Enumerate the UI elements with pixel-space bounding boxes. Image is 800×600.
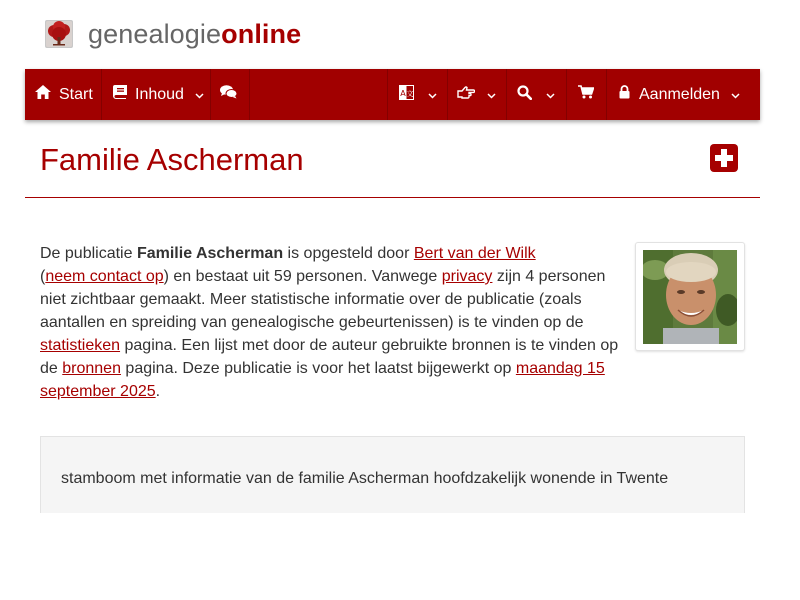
- statistics-link[interactable]: statistieken: [40, 337, 121, 354]
- intro-text: pagina. Deze publicatie is voor het laatst bijgewerkt op: [120, 360, 516, 377]
- svg-text:文: 文: [406, 89, 414, 98]
- bottom-fade: [0, 513, 800, 600]
- publication-description: stamboom met informatie van de familie Ascherman hoofdzakelijk wonende in Twente: [61, 470, 669, 487]
- privacy-link[interactable]: privacy: [441, 268, 493, 285]
- shopping-cart-icon: [578, 85, 594, 104]
- chevron-down-icon: [428, 86, 437, 104]
- expand-plus-button[interactable]: [710, 144, 738, 172]
- nav-login[interactable]: [619, 69, 740, 120]
- nav-comments[interactable]: [220, 69, 237, 120]
- author-link[interactable]: Bert van der Wilk: [413, 245, 536, 262]
- intro-text: .: [155, 383, 161, 400]
- svg-text:A: A: [400, 88, 406, 98]
- intro-text: pagina. Een lijst met door de auteur gebruikte bronnen is te vinden op de: [40, 337, 619, 377]
- book-icon: [112, 85, 127, 104]
- intro-text: zijn 4 personen niet zichtbaar gemaakt. Meer statistische informatie over de publicatie (zoals aantallen en spreiding van genealogische gebeurtenissen) is te vinden op de: [40, 268, 606, 331]
- home-icon: [35, 85, 51, 104]
- author-photo-frame[interactable]: [635, 242, 745, 351]
- page-title: Familie Ascherman: [40, 142, 304, 177]
- intro-text: ) en bestaat uit 59 personen. Vanwege: [163, 268, 442, 285]
- nav-start-label: Start: [59, 85, 93, 103]
- chevron-down-icon: [487, 86, 496, 104]
- tree-icon: [45, 20, 73, 48]
- main-navbar: [25, 69, 760, 120]
- page-header: [25, 128, 760, 198]
- intro-text: (: [40, 268, 46, 285]
- nav-start[interactable]: [35, 69, 93, 120]
- site-name-part1: genealogie: [88, 19, 222, 49]
- nav-cart[interactable]: [578, 69, 594, 120]
- chevron-down-icon: [546, 86, 555, 104]
- nav-inhoud[interactable]: [112, 69, 204, 120]
- search-icon: [517, 85, 532, 105]
- contact-link[interactable]: neem contact op: [45, 268, 164, 285]
- chevron-down-icon: [195, 86, 204, 104]
- last-updated-link[interactable]: maandag 15 september 2025: [40, 360, 605, 400]
- chevron-down-icon: [731, 86, 740, 104]
- site-name: [88, 20, 301, 48]
- sources-link[interactable]: bronnen: [62, 360, 121, 377]
- language-icon: [399, 85, 414, 105]
- intro-text: De publicatie: [40, 245, 137, 262]
- publication-intro: [40, 242, 625, 403]
- publication-name: Familie Ascherman: [136, 245, 284, 262]
- nav-language[interactable]: [399, 69, 437, 120]
- hand-pointer-icon: [457, 85, 475, 104]
- nav-login-label: Aanmelden: [639, 85, 720, 103]
- nav-inhoud-label: Inhoud: [135, 85, 184, 103]
- intro-text: is opgesteld door: [283, 245, 414, 262]
- publication-description-panel: [40, 436, 745, 516]
- site-logo[interactable]: [45, 20, 301, 48]
- nav-search[interactable]: [517, 69, 555, 120]
- site-name-part2: online: [221, 19, 302, 49]
- nav-share[interactable]: [457, 69, 496, 120]
- comments-icon: [220, 85, 237, 104]
- lock-icon: [619, 85, 630, 104]
- author-photo: [643, 250, 737, 344]
